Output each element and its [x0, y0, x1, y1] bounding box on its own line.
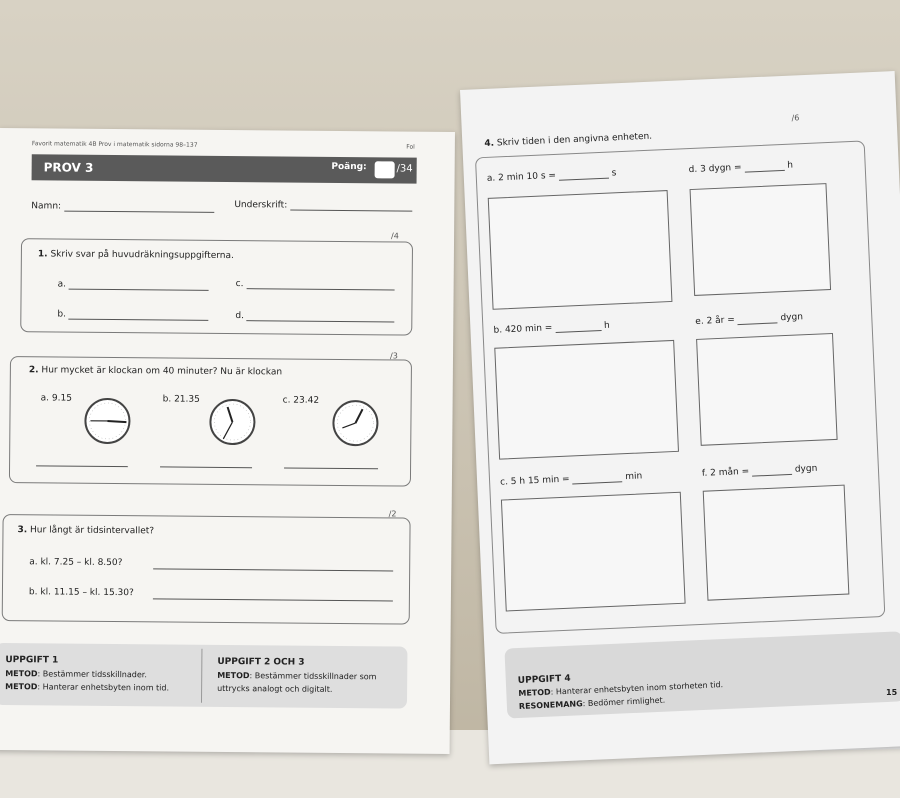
task3-box	[2, 514, 411, 625]
task4-item-b	[493, 321, 610, 336]
task4-c-workspace[interactable]	[501, 492, 686, 612]
task1-item-c	[236, 279, 395, 290]
answer-line[interactable]	[738, 322, 778, 325]
answer-line[interactable]	[745, 170, 785, 173]
item-label: b.	[28, 587, 38, 598]
task1-item-a	[58, 280, 209, 291]
footer-key: METOD	[518, 687, 551, 699]
task3-prompt: Hur långt är tidsintervallet?	[30, 525, 155, 537]
footer-col1-line2	[5, 682, 169, 692]
item-expression: 2 mån =	[709, 466, 750, 479]
page-mark: Fol	[406, 143, 415, 151]
footer-key: RESONEMANG	[518, 699, 583, 712]
footer-text: : Bedömer rimlighet.	[582, 695, 666, 709]
task4-question	[484, 132, 652, 149]
task2-prompt: Hur mycket är klockan om 40 minuter? Nu är klockan	[41, 365, 283, 378]
task4-prompt: Skriv tiden i den angivna enheten.	[496, 131, 653, 149]
task3-score: /2	[388, 509, 397, 519]
clock-b-icon	[207, 397, 257, 447]
footer-key: METOD	[5, 669, 38, 679]
task2-box	[9, 356, 412, 487]
footer-title: UPPGIFT 4	[517, 673, 571, 687]
item-label: d.	[688, 164, 698, 176]
task4-item-f	[702, 464, 818, 479]
clock-b-caption	[163, 394, 200, 404]
footer-text: uttrycks analogt och digitalt.	[217, 683, 333, 694]
points-label: Poäng:	[331, 161, 367, 173]
item-text: kl. 11.15 – kl. 15.30?	[40, 587, 134, 599]
footer-col2-line2	[217, 684, 332, 694]
task1-item-b	[57, 310, 209, 321]
task4-item-e	[695, 312, 803, 327]
points-box[interactable]	[375, 161, 395, 178]
clock-time: 9.15	[51, 393, 72, 404]
name-field	[31, 201, 214, 213]
item-expression: 420 min =	[504, 323, 553, 336]
task4-number: 4.	[484, 138, 495, 149]
running-header: Favorit matematik 4B Prov i matematik sidorna 98–137	[31, 140, 198, 149]
task3-b-answer-line[interactable]	[153, 598, 393, 601]
item-label: b.	[162, 394, 172, 405]
task1-score: /4	[391, 231, 399, 241]
signature-field	[234, 200, 412, 212]
footer-text: : Hanterar enhetsbyten inom tid.	[37, 682, 170, 693]
task4-item-a	[487, 168, 617, 184]
clock-c-icon	[330, 398, 380, 448]
task1-box	[20, 238, 413, 335]
task4-footer	[504, 631, 900, 718]
task1-prompt: Skriv svar på huvudräkningsuppgifterna.	[50, 249, 234, 262]
task2-number: 2.	[28, 365, 39, 376]
answer-line[interactable]	[69, 319, 209, 321]
footer-key: METOD	[5, 682, 38, 692]
footer-divider	[201, 649, 202, 703]
item-label: a.	[57, 279, 67, 290]
footer-line2	[519, 696, 666, 711]
item-label: c.	[499, 477, 509, 488]
task3-item-b	[29, 587, 134, 598]
footer-col1-title: UPPGIFT 1	[5, 655, 59, 666]
task4-score: /6	[791, 113, 800, 123]
clock-time: 23.42	[293, 395, 320, 406]
item-label: f.	[701, 468, 708, 479]
answer-line[interactable]	[69, 289, 209, 291]
footer-text: : Hanterar enhetsbyten inom storheten tid.	[550, 680, 724, 697]
item-unit: dygn	[794, 463, 818, 475]
answer-line[interactable]	[246, 288, 394, 290]
item-expression: 3 dygn =	[699, 162, 742, 175]
footer-text: : Bestämmer tidsskillnader som	[249, 671, 377, 682]
clock-c-answer-line[interactable]	[284, 467, 378, 469]
task4-e-workspace[interactable]	[696, 333, 838, 446]
clock-a-answer-line[interactable]	[36, 465, 128, 467]
footer-col2-title: UPPGIFT 2 OCH 3	[217, 656, 305, 668]
item-label: c.	[235, 279, 244, 290]
task4-item-c	[500, 471, 643, 487]
item-expression: 2 år =	[706, 315, 736, 327]
task1-question	[38, 249, 234, 261]
item-unit: s	[611, 168, 617, 179]
item-unit: h	[787, 160, 794, 171]
page-number: 15	[886, 688, 898, 697]
task2-score: /3	[389, 351, 398, 361]
task4-item-d	[688, 161, 793, 176]
task4-f-workspace[interactable]	[703, 485, 850, 601]
clock-b-answer-line[interactable]	[160, 466, 252, 468]
assessment-footer	[0, 643, 407, 709]
points-max: /34	[396, 163, 413, 175]
test-title: PROV 3	[43, 160, 94, 175]
item-unit: min	[625, 471, 643, 483]
task3-question	[17, 525, 154, 536]
right-page	[460, 71, 900, 764]
task3-a-answer-line[interactable]	[153, 568, 393, 571]
footer-col1-line1	[5, 669, 147, 679]
clock-a-icon	[82, 396, 132, 446]
left-page	[0, 128, 455, 754]
test-banner	[32, 154, 417, 183]
item-text: kl. 7.25 – kl. 8.50?	[40, 557, 123, 569]
task4-d-workspace[interactable]	[690, 183, 832, 296]
task4-a-workspace[interactable]	[488, 190, 673, 310]
name-line[interactable]	[64, 211, 214, 213]
task4-box	[475, 140, 885, 634]
task1-item-d	[235, 311, 395, 322]
clock-a-caption	[41, 393, 72, 403]
item-expression: 5 h 15 min =	[510, 474, 570, 488]
item-unit: dygn	[780, 312, 804, 324]
answer-line[interactable]	[555, 330, 601, 333]
answer-line[interactable]	[247, 320, 395, 322]
footer-text: : Bestämmer tidsskillnader.	[37, 669, 147, 680]
answer-line[interactable]	[752, 474, 792, 477]
answer-line[interactable]	[573, 481, 623, 484]
name-label: Namn:	[31, 201, 62, 212]
footer-key: METOD	[217, 670, 250, 681]
answer-line[interactable]	[559, 178, 609, 181]
item-label: b.	[57, 309, 66, 320]
item-label: a.	[29, 557, 38, 568]
item-label: b.	[493, 325, 503, 336]
task2-question	[29, 365, 282, 377]
item-expression: 2 min 10 s =	[497, 170, 557, 184]
signature-label: Underskrift:	[234, 200, 288, 211]
item-label: d.	[235, 311, 244, 322]
clock-c-caption	[283, 395, 320, 405]
task3-item-a	[29, 557, 122, 568]
item-label: c.	[282, 395, 291, 406]
footer-col2-line1	[217, 671, 376, 681]
task4-b-workspace[interactable]	[494, 340, 679, 460]
signature-line[interactable]	[290, 210, 412, 212]
task3-number: 3.	[17, 525, 28, 536]
item-label: e.	[695, 316, 704, 327]
item-label: a.	[486, 173, 496, 184]
item-unit: h	[603, 320, 610, 331]
item-label: a.	[40, 393, 50, 404]
clock-time: 21.35	[174, 394, 200, 405]
task1-number: 1.	[37, 249, 48, 260]
